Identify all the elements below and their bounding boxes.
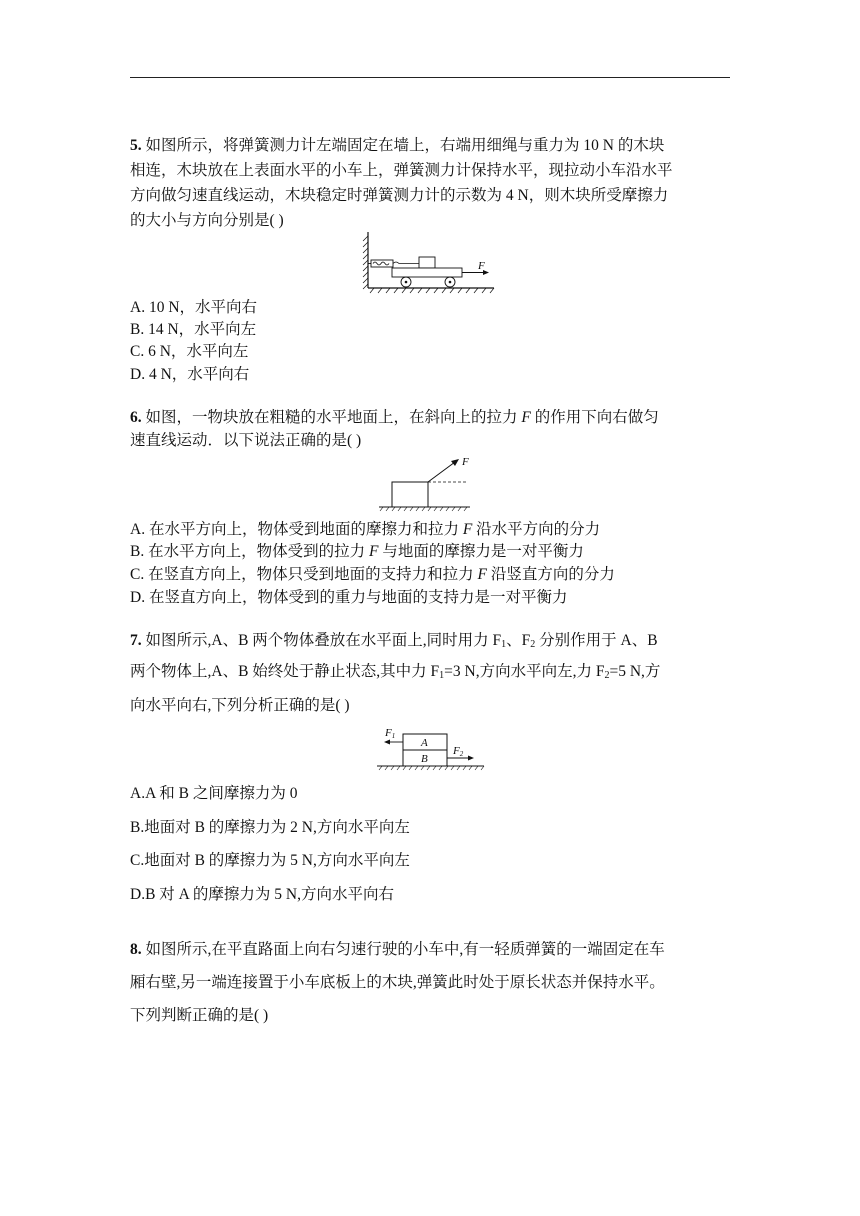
- q7-option-c: C.地面对 B 的摩擦力为 5 N,方向水平向左: [130, 852, 410, 869]
- q5-line-3: 方向做匀速直线运动，木块稳定时弹簧测力计的示数为 4 N，则木块所受摩擦力: [130, 187, 669, 204]
- q5-line-1: 5. 如图所示，将弹簧测力计左端固定在墙上，右端用细绳与重力为 10 N 的木块: [130, 137, 665, 154]
- q6-line-1: 6. 如图，一物块放在粗糙的水平地面上，在斜向上的拉力 F 的作用下向右做匀: [130, 409, 659, 426]
- q7-figure-block-a-label: A: [421, 737, 428, 749]
- q7-figure-stacked-blocks: [374, 724, 486, 774]
- q7-figure-f1-label: F1: [385, 727, 396, 740]
- q7-figure-f2-label: F2: [453, 745, 464, 758]
- q6-option-a: A. 在水平方向上，物体受到地面的摩擦力和拉力 F 沿水平方向的分力: [130, 521, 601, 538]
- q7-line-1: 7. 如图所示,A、B 两个物体叠放在水平面上,同时用力 $F_1$、$F_2$ 分别作用于 A、B: [130, 632, 658, 650]
- q7-option-d: D.B 对 A 的摩擦力为 5 N,方向水平向右: [130, 886, 394, 903]
- q5-option-d: D. 4 N，水平向右: [130, 366, 250, 383]
- q6-line-2: 速直线运动．以下说法正确的是( ): [130, 432, 362, 449]
- q6-figure-block: [376, 452, 472, 514]
- q5-figure-cart-spring: [362, 228, 498, 296]
- q6-option-b: B. 在水平方向上，物体受到的拉力 F 与地面的摩擦力是一对平衡力: [130, 543, 584, 560]
- q7-line-2: 两个物体上,A、B 始终处于静止状态,其中力 $F_1=3$ N,方向水平向左,力 $F_2=5$ N,方: [130, 663, 661, 681]
- q6-figure-force-label: F: [462, 456, 469, 468]
- q5-option-a: A. 10 N，水平向右: [130, 299, 258, 316]
- q6-option-d: D. 在竖直方向上，物体受到的重力与地面的支持力是一对平衡力: [130, 589, 568, 606]
- q8-line-3: 下列判断正确的是( ): [130, 1007, 269, 1024]
- q5-line-4: 的大小与方向分别是( ): [130, 212, 284, 229]
- q8-line-2: 厢右壁,另一端连接置于小车底板上的木块,弹簧此时处于原长状态并保持水平。: [130, 974, 665, 991]
- q7-option-b: B.地面对 B 的摩擦力为 2 N,方向水平向左: [130, 819, 410, 836]
- header-rule: [130, 77, 730, 78]
- q7-line-3: 向水平向右,下列分析正确的是( ): [130, 697, 350, 714]
- q5-line-2: 相连，木块放在上表面水平的小车上，弹簧测力计保持水平，现拉动小车沿水平: [130, 162, 673, 179]
- q8-line-1: 8. 如图所示,在平直路面上向右匀速行驶的小车中,有一轻质弹簧的一端固定在车: [130, 941, 665, 958]
- q7-option-a: A.A 和 B 之间摩擦力为 0: [130, 785, 298, 802]
- q6-option-c: C. 在竖直方向上，物体只受到地面的支持力和拉力 F 沿竖直方向的分力: [130, 566, 615, 583]
- q5-option-b: B. 14 N，水平向左: [130, 321, 257, 338]
- q7-figure-block-b-label: B: [421, 753, 428, 765]
- q5-figure-force-label: F: [478, 260, 485, 272]
- q5-option-c: C. 6 N，水平向左: [130, 343, 249, 360]
